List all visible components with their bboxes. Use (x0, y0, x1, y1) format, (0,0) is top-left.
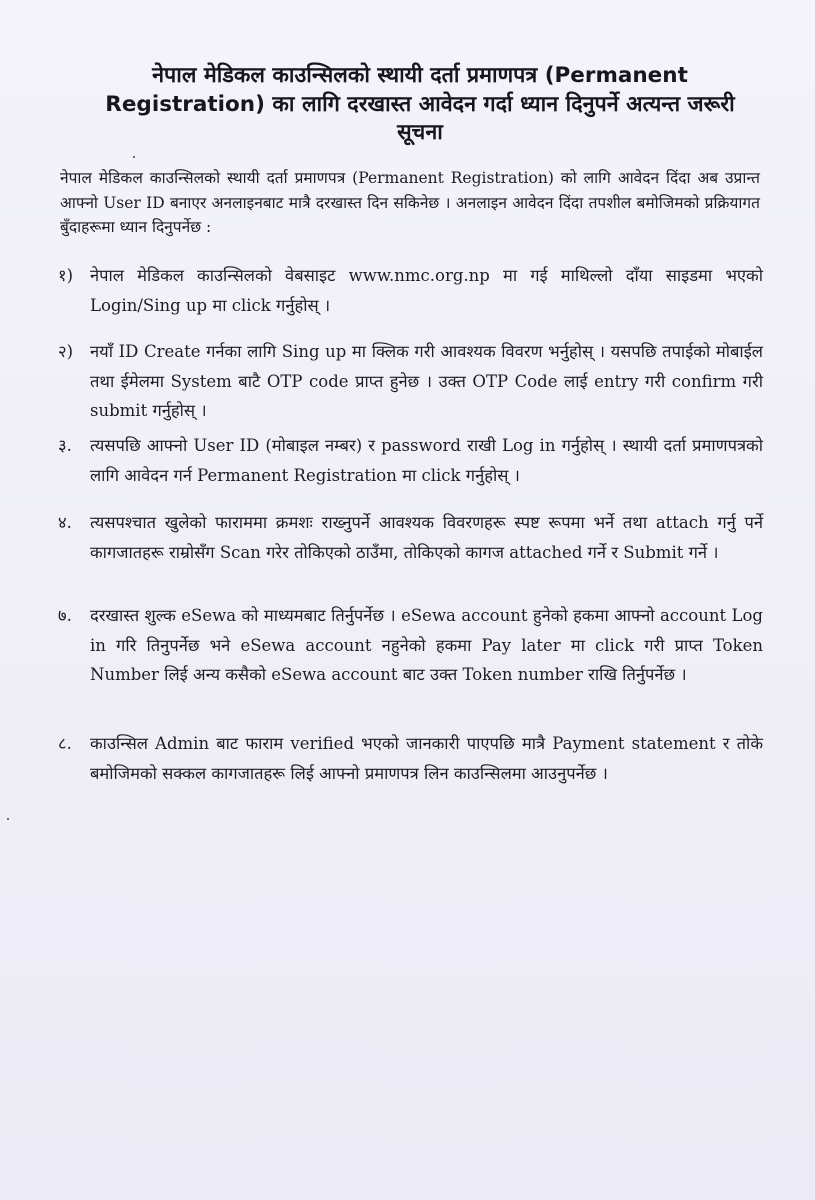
item-number: १) (58, 266, 74, 285)
item-number: ८. (58, 734, 72, 753)
notice-intro: नेपाल मेडिकल काउन्सिलको स्थायी दर्ता प्रमाणपत्र (Permanent Registration) को लागि आवेदन दिंदा अब उप्रान्त आफ्नो User ID बनाएर अनलाइनबाट मात्रै दरखास्त दिन सकिनेछ । अनलाइन आवेदन दिंदा तपशील बमोजिमको प्रक्रियागत बुँदाहरूमा ध्यान दिनुपर्नेछ : (60, 169, 760, 236)
instruction-item (58, 261, 763, 320)
instruction-item (58, 601, 763, 690)
instruction-item (58, 337, 763, 426)
item-number: ७. (58, 606, 72, 625)
item-number: ४. (58, 513, 72, 532)
item-number: ३. (58, 436, 72, 455)
item-text: त्यसपछि आफ्नो User ID (मोबाइल नम्बर) र password राखी Log in गर्नुहोस् । स्थायी दर्ता प्रमाणपत्रको लागि आवेदन गर्न Permanent Registration मा click गर्नुहोस् । (90, 436, 763, 485)
item-text: त्यसपश्चात खुलेको फाराममा क्रमशः राख्नुपर्ने आवश्यक विवरणहरू स्पष्ट रूपमा भर्ने तथा attach गर्नु पर्ने कागजातहरू राम्रोसँग Scan गरेर तोकिएको ठाउँमा, तोकिएको कागज attached गर्ने र Submit गर्ने । (90, 513, 763, 562)
instruction-item (58, 729, 763, 788)
item-text: नेपाल मेडिकल काउन्सिलको वेबसाइट www.nmc.org.np मा गई माथिल्लो दाँया साइडमा भएको Login/Sing up मा click गर्नुहोस् । (90, 266, 763, 315)
item-text: नयाँ ID Create गर्नका लागि Sing up मा क्लिक गरी आवश्यक विवरण भर्नुहोस् । यसपछि तपाईको मोबाईल तथा ईमेलमा System बाटै OTP code प्राप्त हुनेछ । उक्त OTP Code लाई entry गरी confirm गरी submit गर्नुहोस् । (90, 342, 763, 420)
instruction-item (58, 508, 763, 567)
notice-title: नेपाल मेडिकल काउन्सिलको स्थायी दर्ता प्रमाणपत्र (Permanent Registration) का लागि दरखास्त आवेदन गर्दा ध्यान दिनुपर्ने अत्यन्त जरूरी सूचना (105, 63, 735, 145)
item-text: दरखास्त शुल्क eSewa को माध्यमबाट तिर्नुपर्नेछ । eSewa account हुनेको हकमा आफ्नो account Log in गरि तिनुपर्नेछ भने eSewa account नहुनेको हकमा Pay later मा click गरी प्राप्त Token Number लिई अन्य कसैको eSewa account बाट उक्त Token number राखि तिर्नुपर्नेछ । (90, 606, 763, 684)
item-text: काउन्सिल Admin बाट फाराम verified भएको जानकारी पाएपछि मात्रै Payment statement र तोके बमोजिमको सक्कल कागजातहरू लिई आफ्नो प्रमाणपत्र लिन काउन्सिलमा आउनुपर्नेछ । (90, 734, 763, 783)
paper-speck (133, 156, 135, 158)
item-number: २) (58, 342, 74, 361)
paper-speck (7, 818, 9, 820)
instruction-item (58, 431, 763, 490)
